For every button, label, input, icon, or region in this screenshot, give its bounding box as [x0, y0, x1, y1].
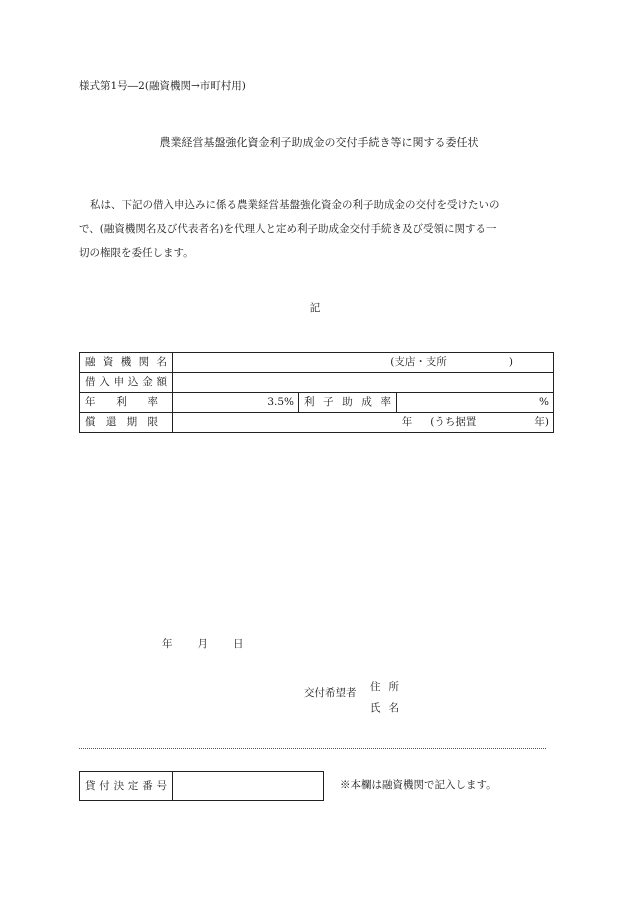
loan-decision-number-field[interactable] [173, 772, 324, 801]
table-row [80, 373, 554, 393]
body-line-1: 私は、下記の借入申込みに係る農業経営基盤強化資金の利子助成金の交付を受けたいの [90, 199, 500, 211]
loan-decision-table [79, 771, 324, 801]
subsidy-rate-label: 利子助成率 [299, 393, 397, 413]
table-row [80, 393, 554, 413]
date-line [162, 639, 244, 650]
form-number: 様式第1号―2(融資機関→市町村用) [79, 80, 246, 92]
document-title: 農業経営基盤強化資金利子助成金の交付手続き等に関する委任状 [159, 136, 479, 149]
loan-amount-label: 借入申込金額 [80, 373, 173, 393]
bank-use-note: ※本欄は融資機関で記入します。 [340, 779, 497, 791]
applicant-fields [370, 677, 407, 719]
date-month: 月 [197, 638, 208, 650]
percent-unit: % [539, 396, 549, 409]
cut-line-divider [79, 748, 546, 749]
loan-amount-field[interactable] [173, 373, 554, 393]
grace-close: 年) [534, 416, 549, 429]
table-row [80, 772, 324, 801]
repayment-term-label: 償還期限 [80, 413, 173, 433]
bank-name-label: 融資機関名 [80, 353, 173, 373]
date-year: 年 [162, 638, 173, 650]
name-label: 氏名 [370, 702, 407, 714]
body-paragraph [79, 193, 549, 265]
interest-rate-value: 3.5% [173, 393, 299, 413]
interest-rate-label: 年利率 [80, 393, 173, 413]
body-line-2: で、(融資機関名及び代表者名)を代理人と定め利子助成金交付手続き及び受領に関する一 [79, 223, 497, 235]
branch-open: (支店・支所 [390, 356, 447, 369]
body-line-3: 切の権限を委任します。 [79, 247, 194, 259]
table-row [80, 413, 554, 433]
applicant-label: 交付希望者 [304, 687, 357, 699]
term-year-unit: 年 [401, 416, 413, 429]
branch-close: ) [508, 356, 513, 369]
subsidy-rate-field[interactable] [397, 393, 554, 413]
ki-heading: 記 [309, 302, 321, 314]
address-label: 住所 [370, 681, 407, 693]
table-row [80, 353, 554, 373]
repayment-term-field[interactable] [173, 413, 554, 433]
loan-decision-label: 貸付決定番号 [80, 772, 173, 801]
date-day: 日 [233, 638, 244, 650]
bank-name-field[interactable] [173, 353, 554, 373]
loan-details-table [79, 352, 554, 433]
grace-open: (うち据置 [430, 416, 477, 429]
